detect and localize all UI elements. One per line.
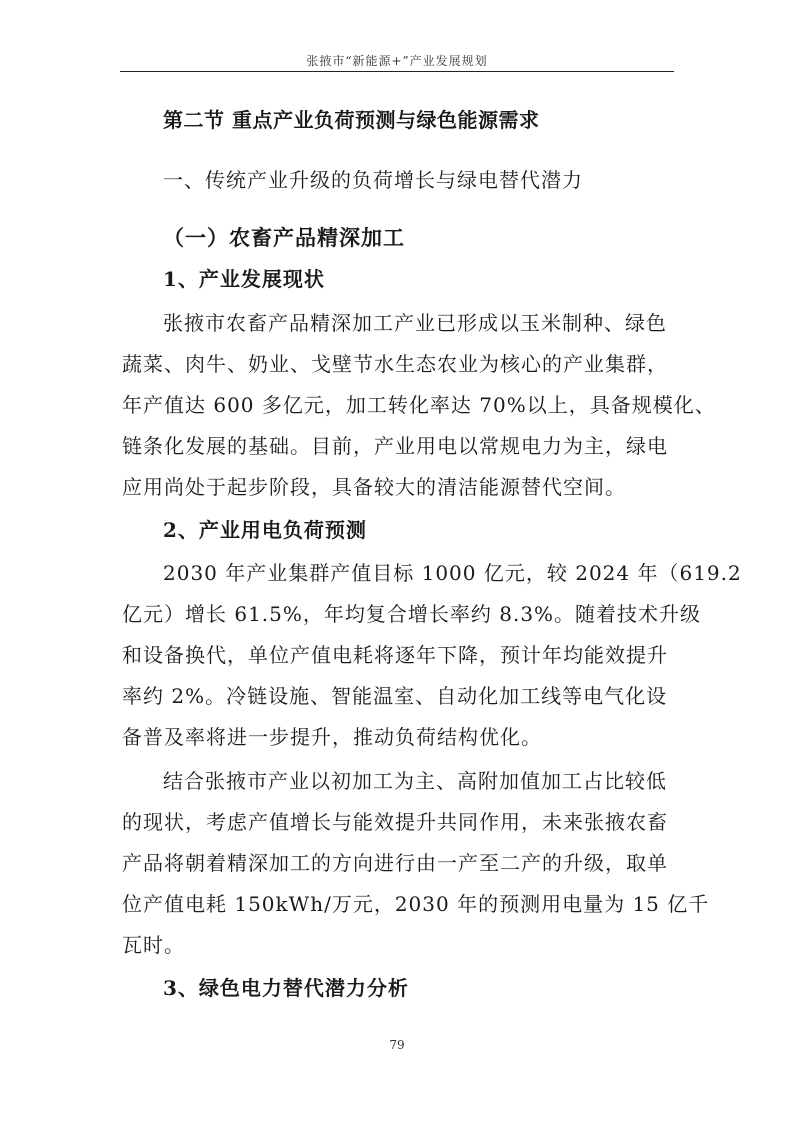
header-divider <box>120 71 674 72</box>
paragraph-line: 产品将朝着精深加工的方向进行由一产至二产的升级，取单 <box>122 851 668 875</box>
item-heading-1: 1、产业发展现状 <box>163 267 325 291</box>
paragraph-line: 率约 2%。冷链设施、智能温室、自动化加工线等电气化设 <box>122 684 668 708</box>
paragraph-line: 蔬菜、肉牛、奶业、戈壁节水生态农业为核心的产业集群， <box>122 352 668 376</box>
paragraph-line: 应用尚处于起步阶段，具备较大的清洁能源替代空间。 <box>122 475 626 499</box>
paragraph-line: 备普及率将进一步提升，推动负荷结构优化。 <box>122 725 542 749</box>
item-heading-3: 3、绿色电力替代潜力分析 <box>163 976 409 1000</box>
paragraph-line: 张掖市农畜产品精深加工产业已形成以玉米制种、绿色 <box>163 311 667 335</box>
running-header: 张掖市“新能源+”产业发展规划 <box>306 54 488 68</box>
paragraph-line: 位产值电耗 150kWh/万元，2030 年的预测用电量为 15 亿千 <box>122 892 710 916</box>
paragraph-line: 亿元）增长 61.5%，年均复合增长率约 8.3%。随着技术升级 <box>122 602 702 626</box>
subsubsection-title: （一）农畜产品精深加工 <box>163 225 405 250</box>
paragraph-line: 链条化发展的基础。目前，产业用电以常规电力为主，绿电 <box>122 434 668 458</box>
section-title: 第二节 重点产业负荷预测与绿色能源需求 <box>163 108 540 132</box>
paragraph-line: 瓦时。 <box>122 933 185 957</box>
paragraph-line: 结合张掖市产业以初加工为主、高附加值加工占比较低 <box>163 769 667 793</box>
paragraph-line: 的现状，考虑产值增长与能效提升共同作用，未来张掖农畜 <box>122 810 668 834</box>
subsection-title: 一、传统产业升级的负荷增长与绿电替代潜力 <box>163 168 583 192</box>
paragraph-line: 和设备换代，单位产值电耗将逐年下降，预计年均能效提升 <box>122 643 668 667</box>
page-number: 79 <box>389 1038 405 1052</box>
paragraph-line: 2030 年产业集群产值目标 1000 亿元，较 2024 年（619.2 <box>163 561 742 585</box>
item-heading-2: 2、产业用电负荷预测 <box>163 518 367 542</box>
paragraph-line: 年产值达 600 多亿元，加工转化率达 70%以上，具备规模化、 <box>122 393 716 417</box>
